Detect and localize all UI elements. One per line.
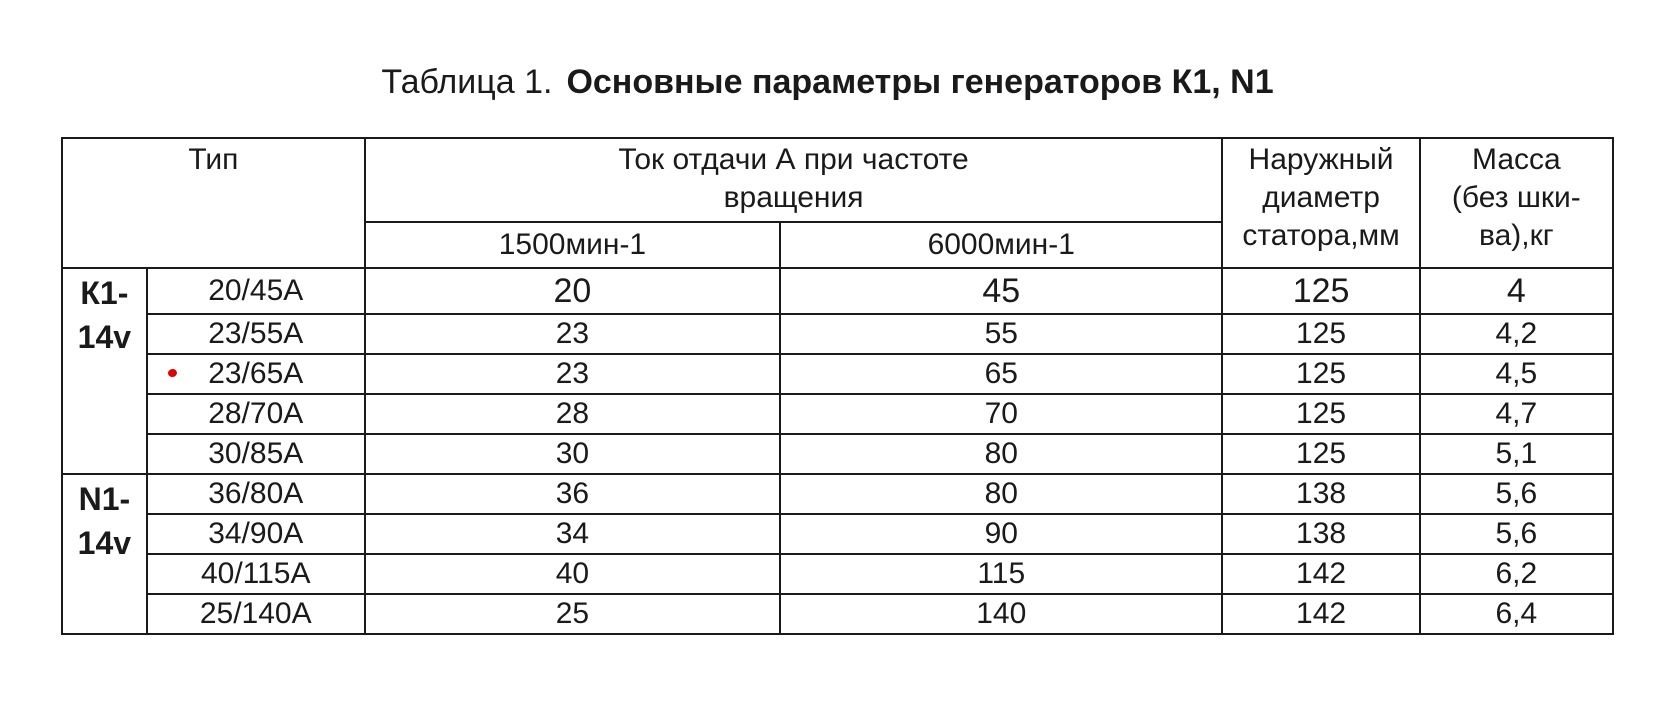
header-current: Ток отдачи А при частоте вращения — [365, 138, 1223, 222]
cell-diameter: 142 — [1222, 594, 1419, 634]
group-name: К1-14v — [62, 268, 147, 474]
cell-rpm-high: 80 — [780, 474, 1222, 514]
table-row — [62, 554, 1613, 594]
group-name: N1-14v — [62, 474, 147, 634]
cell-type — [147, 354, 365, 394]
cell-rpm-low: 23 — [365, 314, 780, 354]
cell-diameter: 125 — [1222, 394, 1419, 434]
cell-diameter: 125 — [1222, 354, 1419, 394]
table-row — [62, 434, 1613, 474]
cell-diameter: 125 — [1222, 314, 1419, 354]
cell-mass: 5,6 — [1420, 514, 1613, 554]
red-marker-dot — [167, 368, 177, 378]
cell-type: 20/45А — [147, 268, 365, 314]
cell-diameter: 138 — [1222, 514, 1419, 554]
cell-rpm-low: 34 — [365, 514, 780, 554]
cell-rpm-high: 80 — [780, 434, 1222, 474]
cell-rpm-high: 45 — [780, 268, 1222, 314]
cell-type: 30/85А — [147, 434, 365, 474]
table-caption — [0, 60, 1655, 104]
table-row — [62, 474, 1613, 514]
cell-mass: 5,1 — [1420, 434, 1613, 474]
header-rpm-high: 6000мин-1 — [780, 222, 1222, 268]
header-diameter: Наружный диаметр статора,мм — [1222, 138, 1419, 268]
cell-rpm-low: 36 — [365, 474, 780, 514]
cell-type: 23/55А — [147, 314, 365, 354]
cell-mass: 4,2 — [1420, 314, 1613, 354]
table-row — [62, 314, 1613, 354]
cell-type: 34/90А — [147, 514, 365, 554]
cell-rpm-low: 25 — [365, 594, 780, 634]
cell-type: 36/80А — [147, 474, 365, 514]
cell-rpm-high: 65 — [780, 354, 1222, 394]
table-row — [62, 354, 1613, 394]
cell-rpm-low: 23 — [365, 354, 780, 394]
header-mass: Масса (без шки-ва),кг — [1420, 138, 1613, 268]
table-row — [62, 594, 1613, 634]
cell-rpm-low: 40 — [365, 554, 780, 594]
cell-type-text: 23/65А — [208, 357, 304, 390]
cell-mass: 4,7 — [1420, 394, 1613, 434]
header-rpm-low: 1500мин-1 — [365, 222, 780, 268]
cell-rpm-low: 20 — [365, 268, 780, 314]
cell-diameter: 142 — [1222, 554, 1419, 594]
caption-title: Основные параметры генераторов К1, N1 — [566, 63, 1274, 101]
cell-mass: 4,5 — [1420, 354, 1613, 394]
cell-rpm-high: 140 — [780, 594, 1222, 634]
table-row — [62, 514, 1613, 554]
cell-mass: 6,2 — [1420, 554, 1613, 594]
cell-type: 25/140А — [147, 594, 365, 634]
cell-rpm-high: 115 — [780, 554, 1222, 594]
cell-diameter: 125 — [1222, 434, 1419, 474]
generator-parameters-table — [61, 137, 1614, 635]
table-row — [62, 268, 1613, 314]
cell-rpm-low: 30 — [365, 434, 780, 474]
table-row — [62, 394, 1613, 434]
cell-type: 28/70А — [147, 394, 365, 434]
cell-rpm-high: 55 — [780, 314, 1222, 354]
header-type: Тип — [62, 138, 365, 268]
cell-rpm-high: 70 — [780, 394, 1222, 434]
cell-type: 40/115А — [147, 554, 365, 594]
cell-mass: 4 — [1420, 268, 1613, 314]
cell-rpm-low: 28 — [365, 394, 780, 434]
cell-mass: 6,4 — [1420, 594, 1613, 634]
caption-prefix: Таблица 1. — [381, 63, 553, 101]
cell-diameter: 138 — [1222, 474, 1419, 514]
cell-mass: 5,6 — [1420, 474, 1613, 514]
cell-diameter: 125 — [1222, 268, 1419, 314]
cell-rpm-high: 90 — [780, 514, 1222, 554]
header-row — [62, 138, 1613, 222]
